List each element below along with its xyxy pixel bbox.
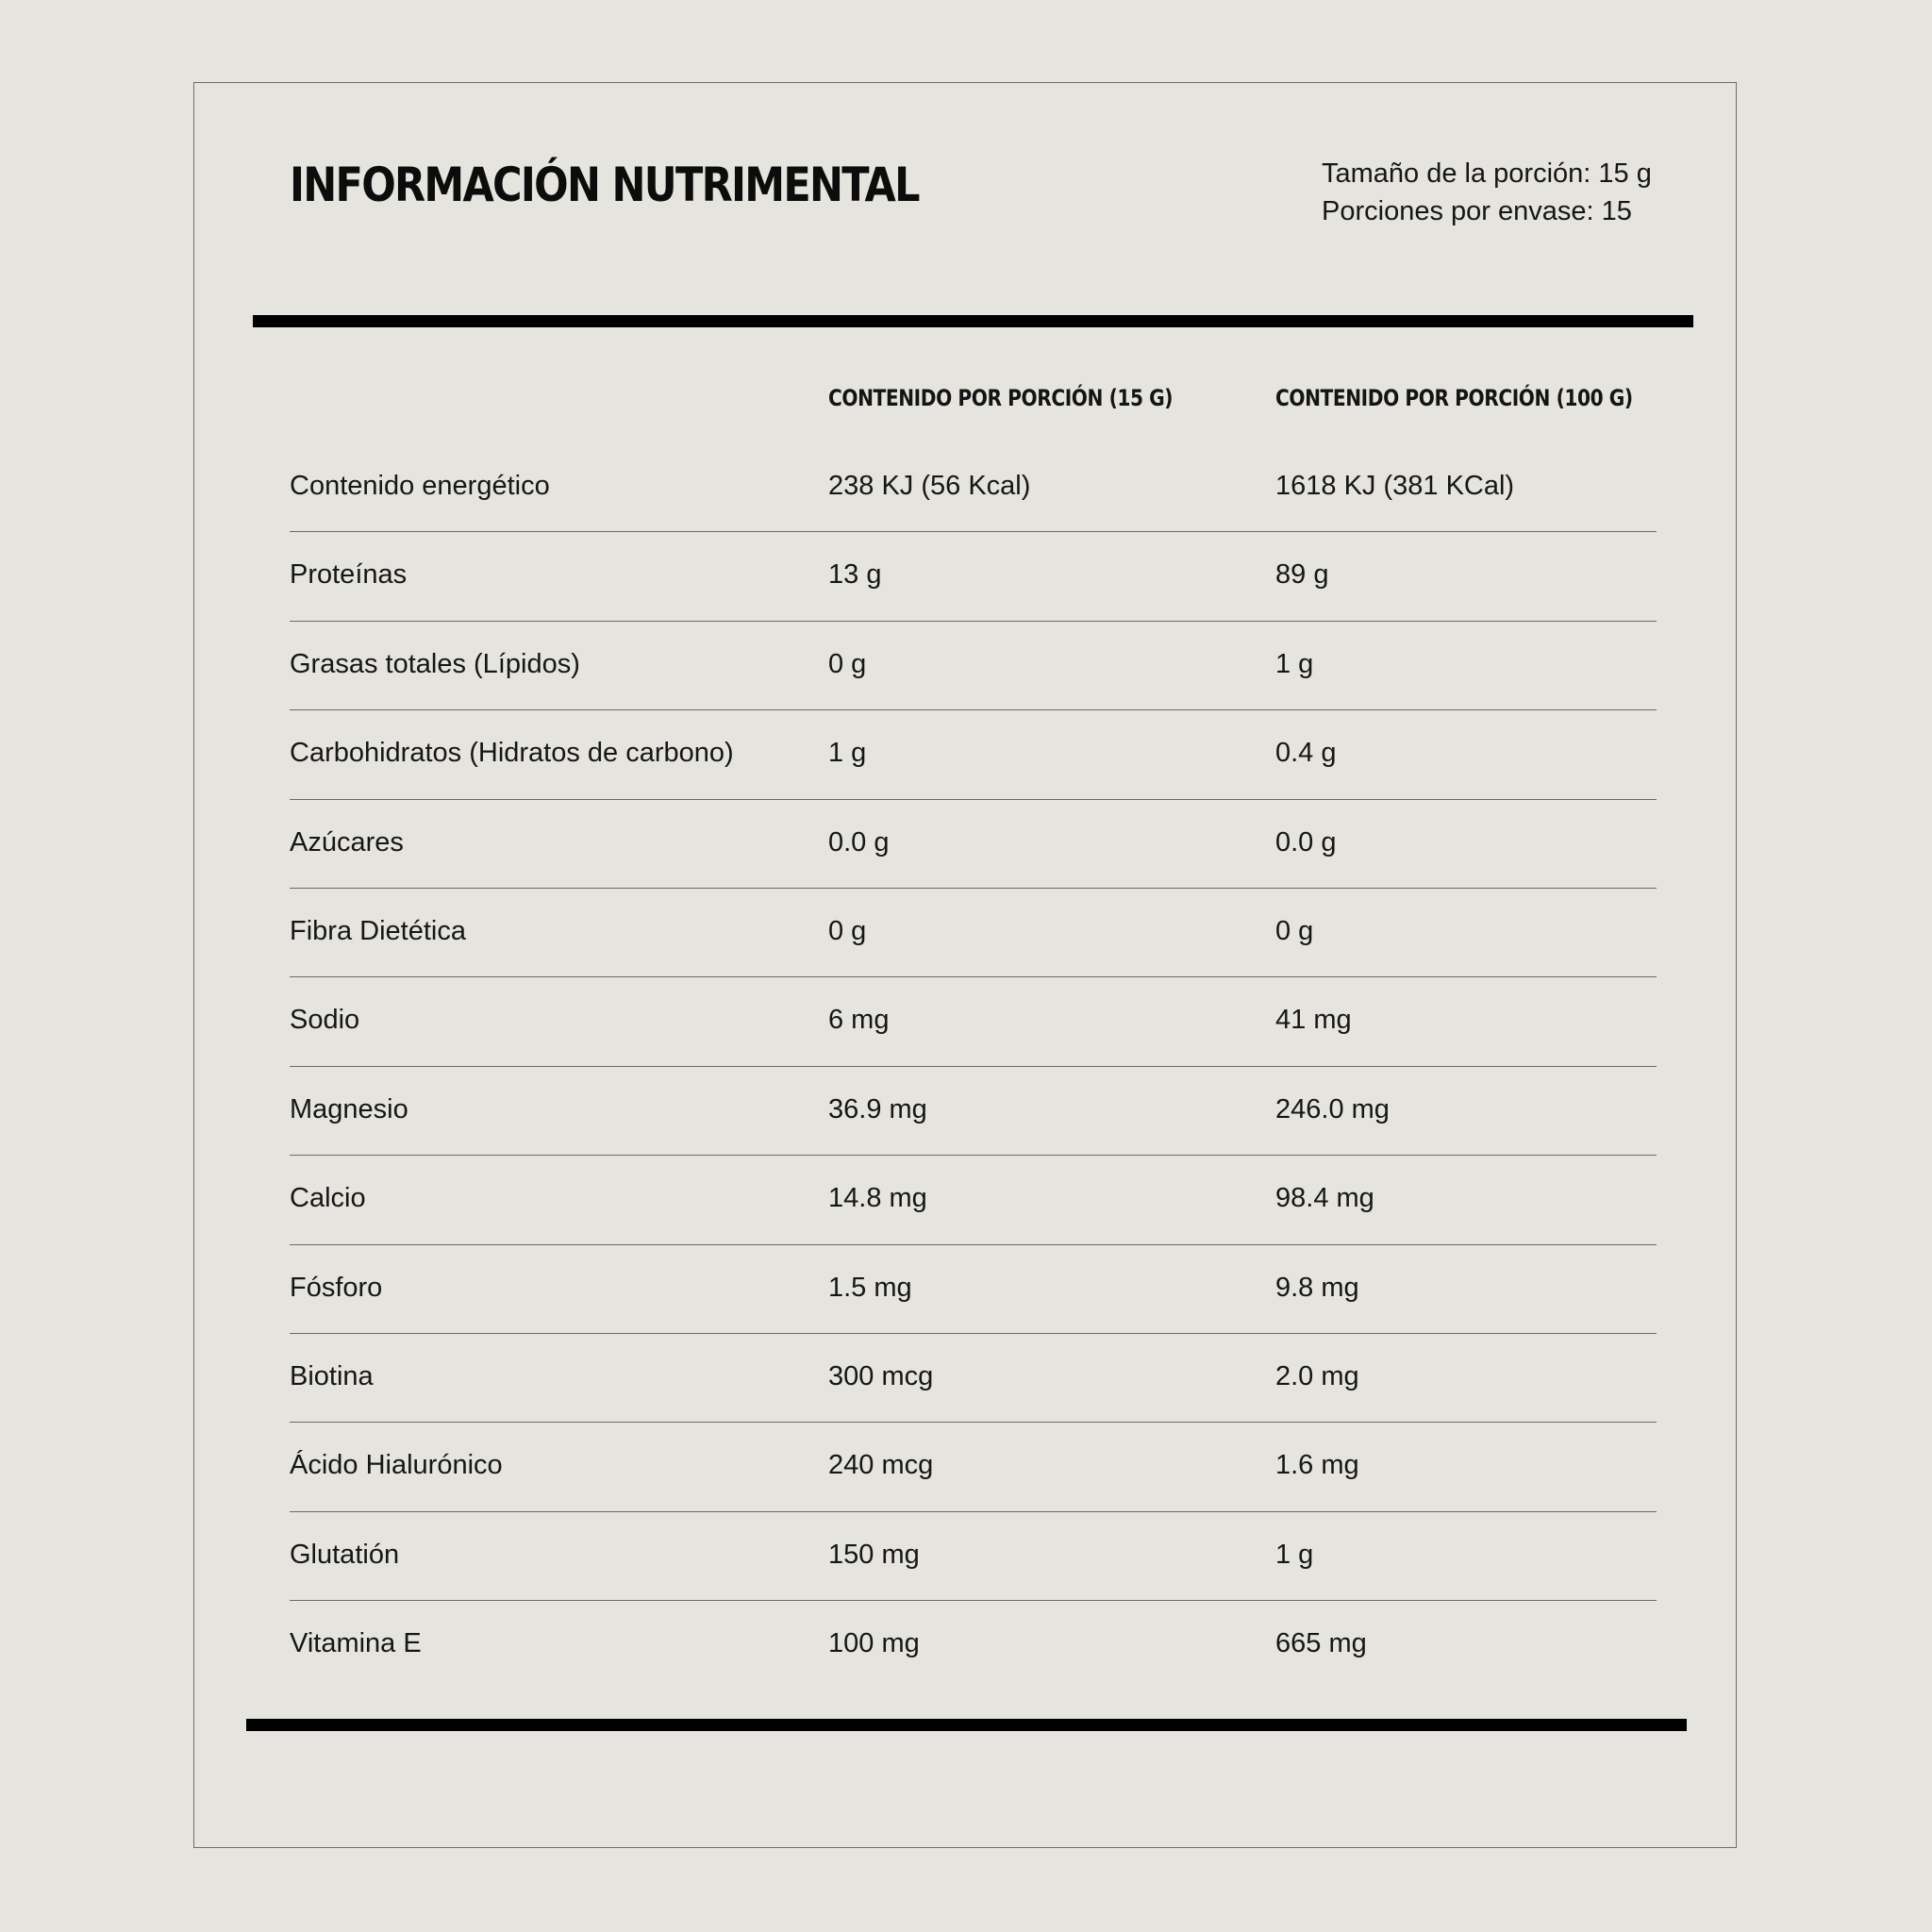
table-row bbox=[290, 977, 1657, 1066]
table-row bbox=[290, 800, 1657, 889]
value-per-100g: 41 mg bbox=[1275, 1005, 1352, 1036]
value-per-15g: 240 mcg bbox=[828, 1450, 934, 1481]
table-row bbox=[290, 1067, 1657, 1156]
value-per-15g: 0 g bbox=[828, 915, 867, 946]
value-per-100g: 665 mg bbox=[1275, 1628, 1367, 1659]
nutrient-name: Sodio bbox=[290, 1005, 360, 1036]
value-per-15g: 238 KJ (56 Kcal) bbox=[828, 471, 1031, 501]
value-per-15g: 0.0 g bbox=[828, 826, 890, 858]
table-row bbox=[290, 1423, 1657, 1511]
value-per-15g: 14.8 mg bbox=[828, 1183, 927, 1214]
nutrient-name: Azúcares bbox=[290, 826, 404, 858]
value-per-15g: 13 g bbox=[828, 559, 882, 591]
value-per-15g: 300 mcg bbox=[828, 1360, 934, 1391]
value-per-100g: 1618 KJ (381 KCal) bbox=[1275, 471, 1515, 501]
nutrient-name: Fibra Dietética bbox=[290, 915, 466, 946]
top-divider bbox=[253, 315, 1693, 327]
nutrient-name: Vitamina E bbox=[290, 1628, 422, 1659]
table-row bbox=[290, 1245, 1657, 1334]
serving-size: Tamaño de la porción: 15 g bbox=[1322, 158, 1652, 189]
nutrient-name: Ácido Hialurónico bbox=[290, 1450, 503, 1481]
value-per-15g: 1 g bbox=[828, 738, 867, 769]
table-row bbox=[290, 1601, 1657, 1690]
table-row bbox=[290, 710, 1657, 799]
value-per-100g: 98.4 mg bbox=[1275, 1183, 1374, 1214]
value-per-15g: 6 mg bbox=[828, 1005, 890, 1036]
serving-info bbox=[1322, 155, 1652, 230]
value-per-100g: 9.8 mg bbox=[1275, 1272, 1359, 1303]
table-row bbox=[290, 889, 1657, 977]
table-row bbox=[290, 443, 1657, 532]
table-row bbox=[290, 532, 1657, 621]
label-title: INFORMACIÓN NUTRIMENTAL bbox=[290, 158, 919, 212]
value-per-100g: 1 g bbox=[1275, 1539, 1314, 1570]
table-row bbox=[290, 1156, 1657, 1244]
value-per-100g: 246.0 mg bbox=[1275, 1093, 1390, 1124]
value-per-100g: 0.0 g bbox=[1275, 826, 1337, 858]
table-row bbox=[290, 1512, 1657, 1601]
servings-per-container: Porciones por envase: 15 bbox=[1322, 196, 1632, 226]
nutrient-name: Calcio bbox=[290, 1183, 366, 1214]
nutrient-name: Magnesio bbox=[290, 1093, 408, 1124]
value-per-15g: 150 mg bbox=[828, 1539, 920, 1570]
nutrient-name: Contenido energético bbox=[290, 471, 550, 501]
nutrient-name: Grasas totales (Lípidos) bbox=[290, 648, 580, 679]
value-per-15g: 36.9 mg bbox=[828, 1093, 927, 1124]
nutrient-name: Fósforo bbox=[290, 1272, 383, 1303]
nutrient-name: Carbohidratos (Hidratos de carbono) bbox=[290, 738, 734, 769]
column-header-per-15g: CONTENIDO POR PORCIÓN (15 G) bbox=[828, 385, 1174, 411]
value-per-15g: 0 g bbox=[828, 648, 867, 679]
column-header-per-100g: CONTENIDO POR PORCIÓN (100 G) bbox=[1275, 385, 1633, 411]
table-row bbox=[290, 1334, 1657, 1423]
nutrient-name: Glutatión bbox=[290, 1539, 400, 1570]
value-per-100g: 2.0 mg bbox=[1275, 1360, 1359, 1391]
nutrition-table bbox=[290, 443, 1657, 1690]
table-row bbox=[290, 622, 1657, 710]
nutrient-name: Biotina bbox=[290, 1360, 374, 1391]
value-per-100g: 1 g bbox=[1275, 648, 1314, 679]
value-per-15g: 100 mg bbox=[828, 1628, 920, 1659]
nutrient-name: Proteínas bbox=[290, 559, 408, 591]
bottom-divider bbox=[246, 1719, 1687, 1731]
value-per-100g: 1.6 mg bbox=[1275, 1450, 1359, 1481]
value-per-100g: 0 g bbox=[1275, 915, 1314, 946]
value-per-100g: 0.4 g bbox=[1275, 738, 1337, 769]
value-per-100g: 89 g bbox=[1275, 559, 1329, 591]
value-per-15g: 1.5 mg bbox=[828, 1272, 912, 1303]
